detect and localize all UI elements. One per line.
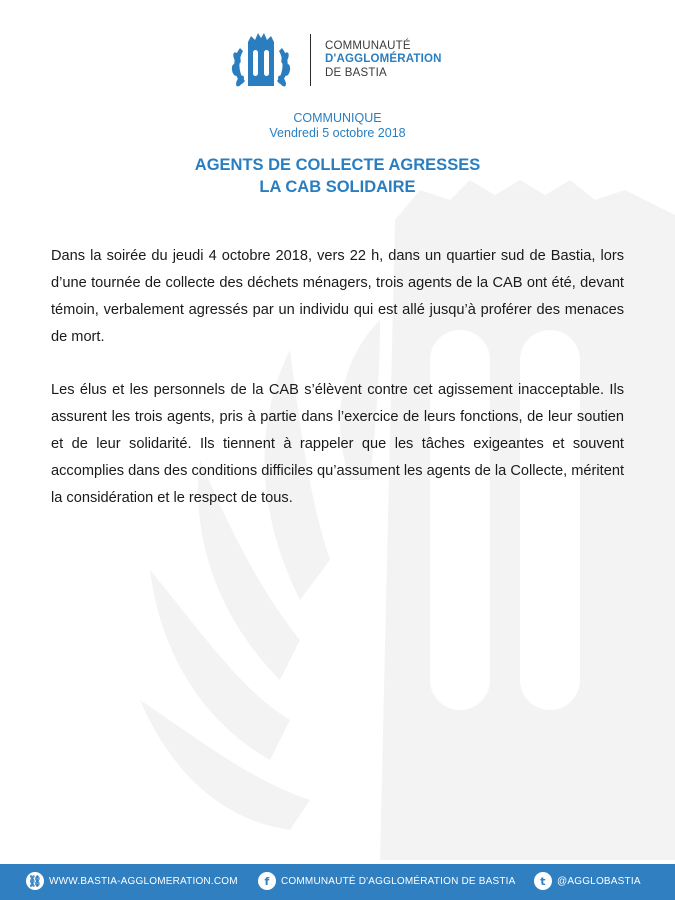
org-name-line3: DE BASTIA xyxy=(325,66,387,79)
twitter-icon: t xyxy=(534,872,552,890)
twitter-text: @AGGLOBASTIA xyxy=(557,875,641,887)
body-paragraph-2: Les élus et les personnels de la CAB s’élèvent contre cet agissement inacceptable. Ils assurent les trois agents, pris à partie dans l’exercice de leurs fonctions, de leur soutien et de leur solidarité. Ils tiennent à rappeler que les tâches exigeantes et souvent accomplies dans des conditions difficiles qu’assument les agents de la Collecte, méritent la considération et le respect de tous. xyxy=(51,382,624,506)
link-icon: ⛓ xyxy=(26,872,44,890)
facebook-icon: f xyxy=(258,872,276,890)
logo xyxy=(226,28,442,92)
facebook-text: COMMUNAUTÉ D'AGGLOMÉRATION DE BASTIA xyxy=(281,875,516,887)
publication-date: Vendredi 5 octobre 2018 xyxy=(269,126,406,140)
footer-twitter-link[interactable] xyxy=(534,872,641,890)
communique-label: COMMUNIQUE xyxy=(293,111,382,125)
footer-facebook-link[interactable] xyxy=(258,872,516,890)
body-paragraph-1: Dans la soirée du jeudi 4 octobre 2018, vers 22 h, dans un quartier sud de Bastia, lors d’une tournée de collecte des déchets ménagers, trois agents de la CAB ont été, devant témoin, verbalement agressés par un individu qui est allé jusqu’à proférer des menaces de mort. xyxy=(51,248,624,345)
website-text: WWW.BASTIA-AGGLOMERATION.COM xyxy=(49,875,238,887)
logo-divider xyxy=(310,34,311,86)
org-name-line1: COMMUNAUTÉ xyxy=(325,39,411,52)
footer-website-link[interactable] xyxy=(26,872,238,890)
organization-name xyxy=(325,40,442,81)
org-name-line2: D'AGGLOMÉRATION xyxy=(325,53,442,66)
cab-emblem-icon xyxy=(226,28,296,92)
footer-bar xyxy=(0,864,675,900)
title-line2: LA CAB SOLIDAIRE xyxy=(259,178,416,196)
title-line1: AGENTS DE COLLECTE AGRESSES xyxy=(194,156,481,174)
